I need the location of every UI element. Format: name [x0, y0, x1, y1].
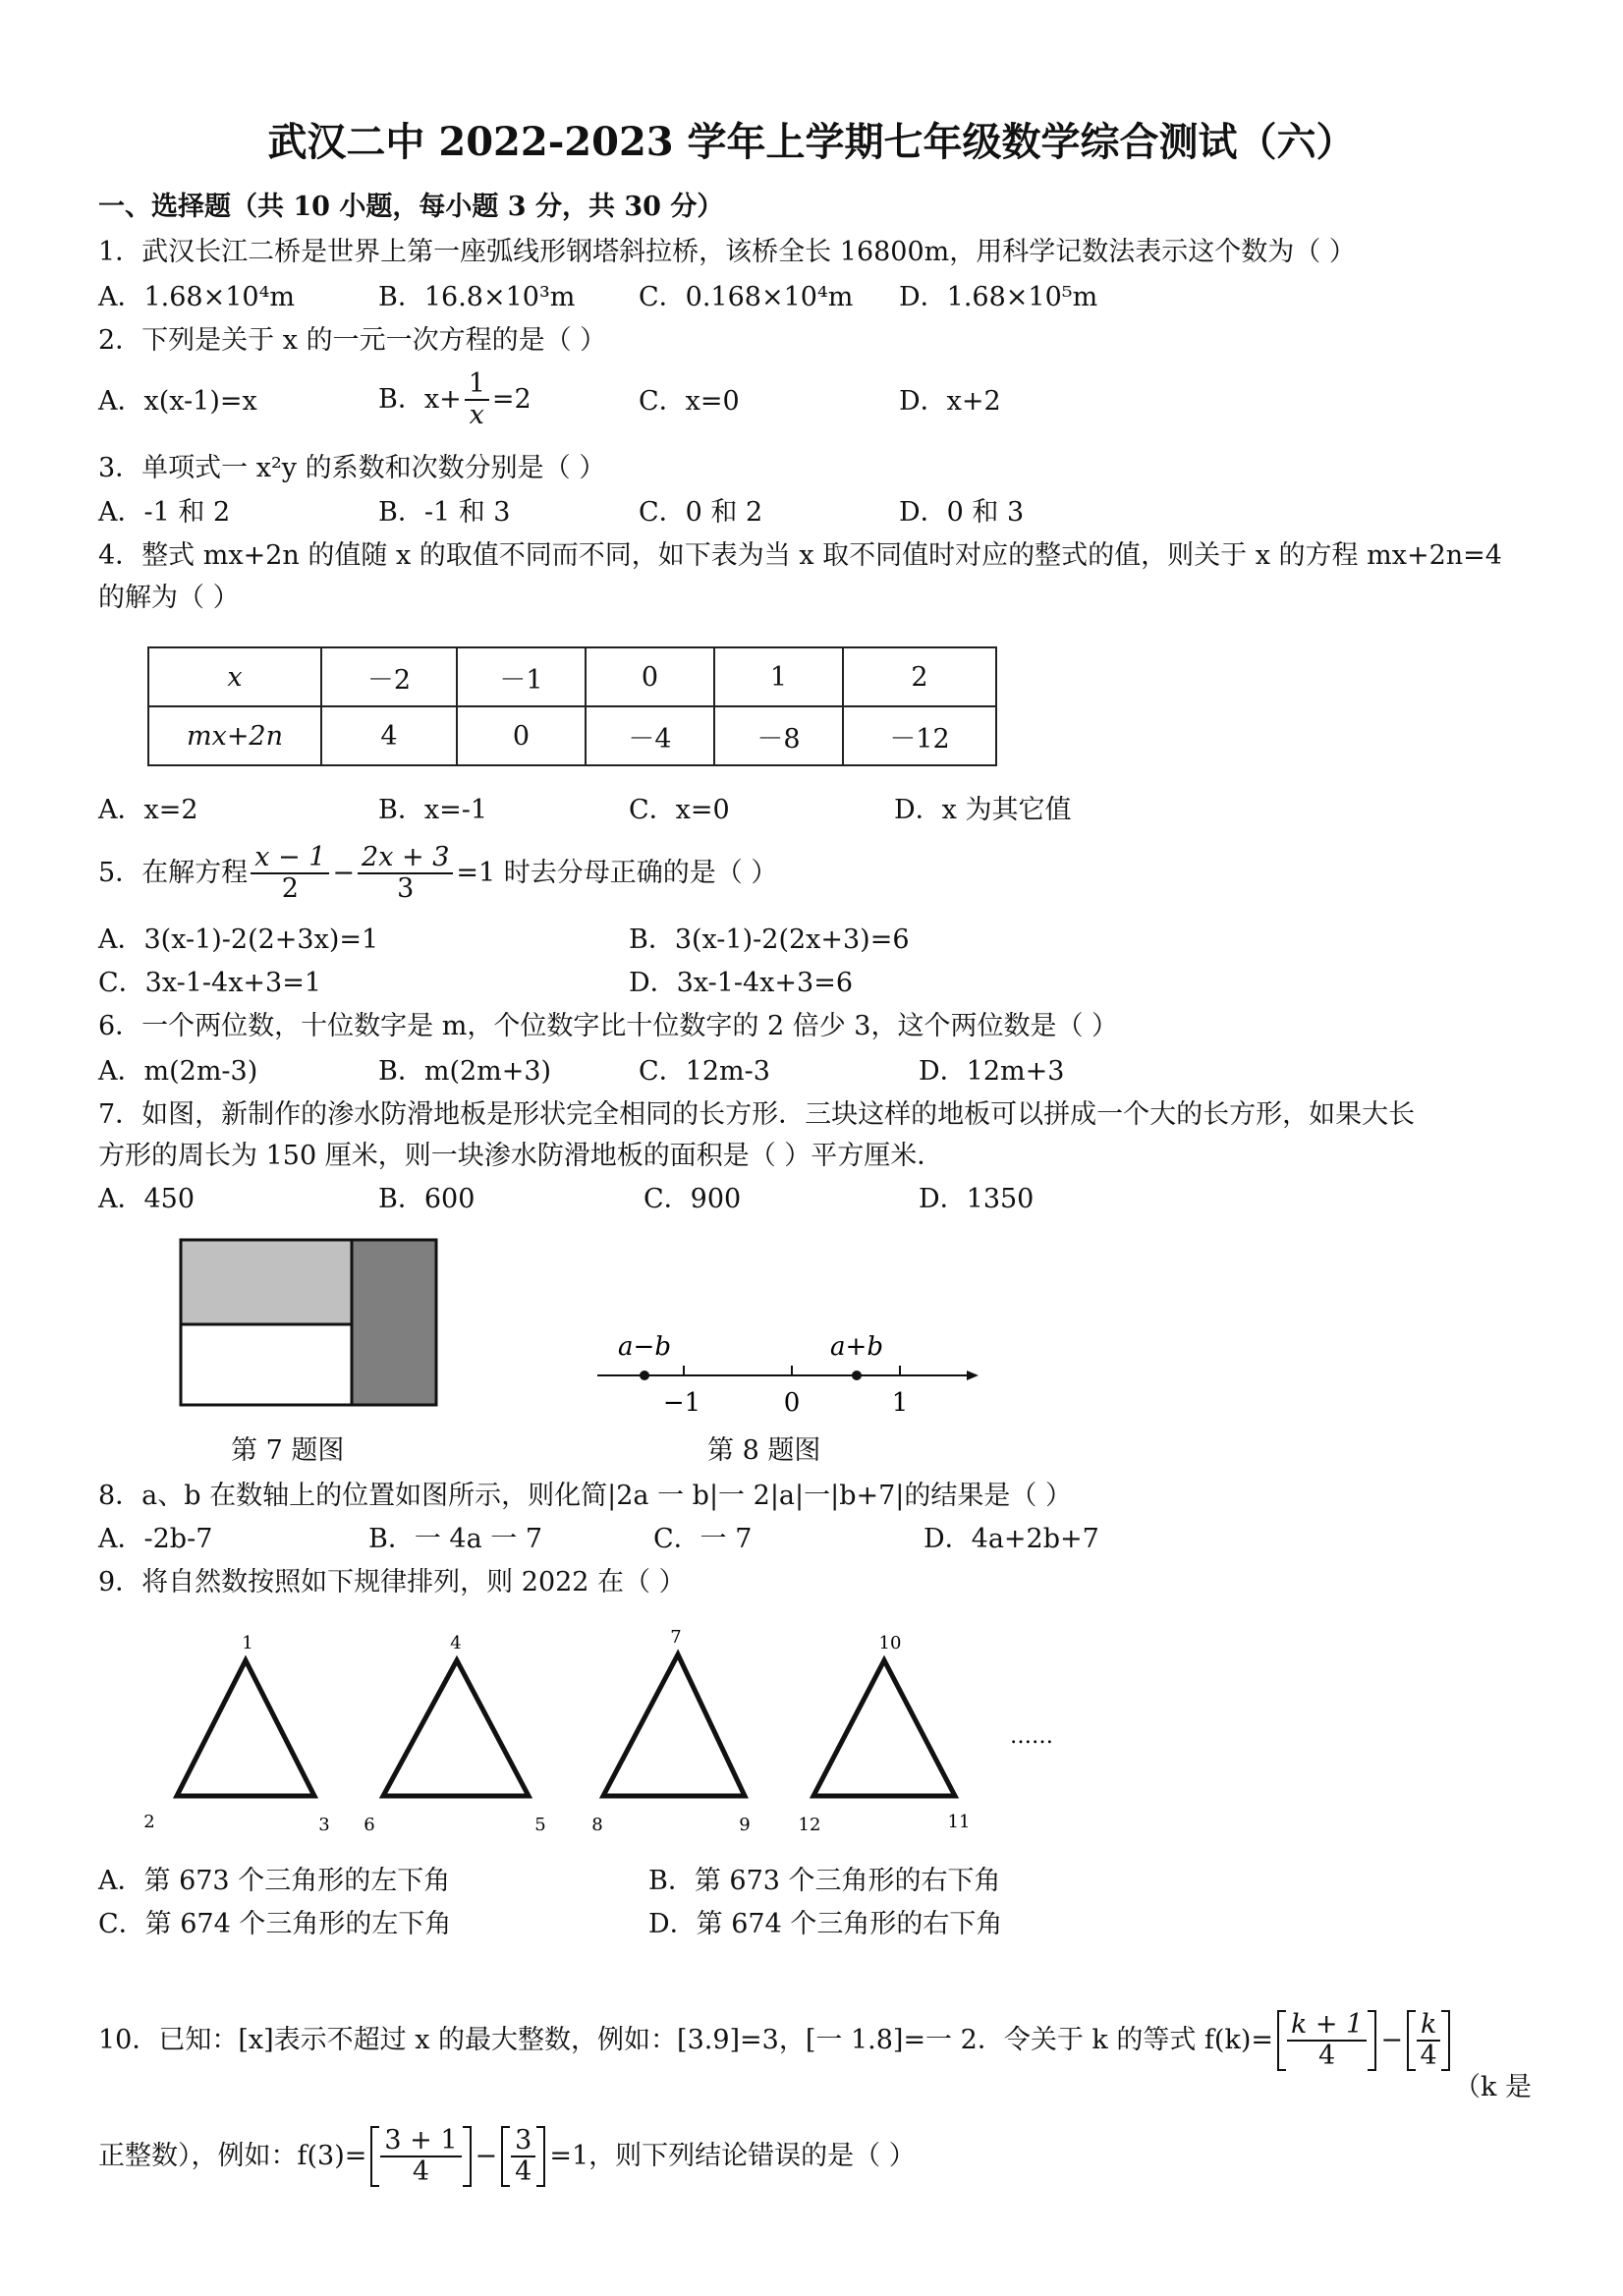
q5-option-b: B．3(x-1)-2(2x+3)=6 — [629, 924, 910, 955]
table-header-cell: x — [148, 647, 321, 706]
q10-f2-denominator: 4 — [1420, 2041, 1437, 2071]
q2-b-denominator: x — [469, 400, 484, 430]
q2-option-b — [378, 369, 532, 430]
q5-suffix: =1 时去分母正确的是（ ） — [456, 858, 778, 888]
q2-b-prefix: B．x+ — [378, 384, 462, 415]
table-header-cell: mx+2n — [148, 706, 321, 765]
table-cell: 2 — [843, 647, 996, 706]
tile-right — [352, 1240, 436, 1405]
q2-b-fraction — [465, 369, 489, 430]
q10-g2-denominator: 4 — [515, 2156, 532, 2187]
q9-option-d: D．第 674 个三角形的右下角 — [648, 1909, 1003, 1939]
q7-stem-line1: 7．如图，新制作的渗水防滑地板是形状完全相同的长方形．三块这样的地板可以拼成一个大的长方形，如果大长 — [98, 1099, 1416, 1130]
q10-tail: （k 是 — [1454, 2072, 1532, 2102]
table-row — [148, 706, 996, 765]
floor-bracket-4 — [501, 2126, 545, 2187]
label-a-plus-b: a+b — [830, 1332, 883, 1362]
table-cell: 0 — [586, 647, 714, 706]
q6-option-c: C．12m-3 — [639, 1056, 770, 1087]
q1-option-a: A．1.68×10⁴m — [98, 282, 296, 312]
triangle-1-right: 3 — [318, 1815, 330, 1835]
triangle-2-left: 6 — [364, 1815, 375, 1835]
q10-f1-denominator: 4 — [1318, 2041, 1336, 2071]
q5-f1-numerator: x − 1 — [251, 843, 329, 874]
table-cell: －4 — [586, 706, 714, 765]
q5-option-c: C．3x-1-4x+3=1 — [98, 968, 322, 998]
q6-option-a: A．m(2m-3) — [98, 1056, 258, 1087]
triangle-3-top: 7 — [670, 1627, 682, 1648]
table-row — [148, 647, 996, 706]
triangle-3-right: 9 — [739, 1815, 751, 1835]
q10-prefix: 10．已知：[x]表示不超过 x 的最大整数，例如：[3.9]=3，[一 1.8]=一 2．令关于 k 的等式 f(k)= — [98, 2025, 1273, 2055]
triangle-2 — [364, 1633, 545, 1835]
table-cell: 1 — [714, 647, 843, 706]
q4-option-d: D．x 为其它值 — [894, 795, 1072, 825]
floor-bracket-2 — [1407, 2010, 1450, 2071]
figure-7-caption: 第 7 题图 — [231, 1435, 345, 1466]
q10-g1-denominator: 4 — [412, 2156, 430, 2187]
q10-g1-numerator: 3 + 1 — [380, 2126, 461, 2157]
q10-line2-prefix: 正整数），例如：f(3)= — [98, 2141, 367, 2171]
q2-stem: 2．下列是关于 x 的一元一次方程的是（ ） — [98, 325, 607, 356]
ellipsis: …… — [1010, 1724, 1053, 1749]
q7-stem-line2: 方形的周长为 150 厘米，则一块渗水防滑地板的面积是（ ）平方厘米． — [98, 1141, 944, 1171]
table-cell: －8 — [714, 706, 843, 765]
q4-stem-line1: 4．整式 mx+2n 的值随 x 的取值不同而不同，如下表为当 x 取不同值时对应的整式的值，则关于 x 的方程 mx+2n=4 — [98, 540, 1502, 571]
q3-option-c: C．0 和 2 — [639, 497, 763, 528]
page-title: 武汉二中 2022-2023 学年上学期七年级数学综合测试（六） — [267, 119, 1356, 165]
q3-option-b: B．-1 和 3 — [378, 497, 511, 528]
q9-option-a: A．第 673 个三角形的左下角 — [98, 1866, 451, 1896]
q10-fraction-2 — [1417, 2010, 1440, 2071]
label-a-minus-b: a−b — [618, 1332, 671, 1362]
q3-option-d: D．0 和 3 — [899, 497, 1025, 528]
q1-option-c: C．0.168×10⁴m — [639, 282, 854, 312]
q4-option-b: B．x=-1 — [378, 795, 487, 825]
section-heading: 一、选择题（共 10 小题，每小题 3 分，共 30 分） — [98, 192, 724, 222]
q10-stem-line1 — [98, 2010, 1454, 2071]
q2-option-a: A．x(x-1)=x — [98, 386, 257, 417]
q10-minus: − — [1380, 2025, 1403, 2055]
q5-option-a: A．3(x-1)-2(2+3x)=1 — [98, 924, 379, 955]
q10-g2-numerator: 3 — [511, 2126, 535, 2157]
q8-option-b: B．一 4a 一 7 — [368, 1524, 543, 1554]
triangle-4-left: 12 — [798, 1815, 821, 1835]
floor-bracket-3 — [370, 2126, 471, 2187]
q8-option-d: D．4a+2b+7 — [923, 1524, 1099, 1554]
q5-minus: − — [332, 858, 356, 888]
q9-option-c: C．第 674 个三角形的左下角 — [98, 1909, 452, 1939]
q7-option-a: A．450 — [98, 1184, 196, 1214]
q10-f2-numerator: k — [1417, 2010, 1440, 2042]
q7-option-d: D．1350 — [919, 1184, 1035, 1214]
q6-option-b: B．m(2m+3) — [378, 1056, 552, 1087]
triangle-4-right: 11 — [947, 1812, 971, 1832]
triangle-4 — [799, 1633, 971, 1835]
tick-label-minus-one: −1 — [662, 1388, 701, 1418]
q2-b-suffix: =2 — [491, 384, 532, 415]
q10-line2-suffix: =1，则下列结论错误的是（ ） — [549, 2141, 916, 2171]
q10-fraction-4 — [511, 2126, 535, 2187]
q5-f2-denominator: 3 — [397, 873, 415, 904]
q8-option-a: A．-2b-7 — [98, 1524, 213, 1554]
q1-option-d: D．1.68×10⁵m — [899, 282, 1098, 312]
table-cell: 0 — [457, 706, 586, 765]
floor-bracket-1 — [1277, 2010, 1376, 2071]
q5-fraction-1 — [251, 843, 329, 904]
triangle-1-top: 1 — [242, 1633, 253, 1653]
q5-prefix: 5．在解方程 — [98, 858, 249, 888]
tick-label-zero: 0 — [783, 1388, 801, 1418]
q4-stem-line2: 的解为（ ） — [98, 583, 240, 613]
q3-option-a: A．-1 和 2 — [98, 497, 231, 528]
triangle-3 — [591, 1627, 750, 1835]
q4-option-a: A．x=2 — [98, 795, 198, 825]
q1-stem: 1．武汉长江二桥是世界上第一座弧线形钢塔斜拉桥，该桥全长 16800m，用科学记数法表示这个数为（ ） — [98, 237, 1356, 267]
q9-stem: 9．将自然数按照如下规律排列，则 2022 在（ ） — [98, 1567, 686, 1597]
triangle-3-left: 8 — [591, 1815, 603, 1835]
triangle-2-top: 4 — [450, 1633, 462, 1653]
q10-f1-numerator: k + 1 — [1287, 2010, 1367, 2042]
figure-7-tiles — [177, 1236, 440, 1409]
figure-9-triangles — [128, 1621, 1071, 1847]
triangle-1 — [143, 1633, 329, 1835]
q6-option-d: D．12m+3 — [919, 1056, 1065, 1087]
q10-stem-line2 — [98, 2126, 916, 2187]
q1-option-b: B．16.8×10³m — [378, 282, 576, 312]
q10-fraction-3 — [380, 2126, 461, 2187]
tick-label-one: 1 — [891, 1388, 909, 1418]
tile-top — [181, 1240, 352, 1324]
q10-minus-2: − — [475, 2141, 498, 2171]
value-table — [147, 646, 997, 766]
point-a-minus-b — [640, 1371, 649, 1380]
q4-option-c: C．x=0 — [629, 795, 730, 825]
q5-stem — [98, 843, 777, 904]
figure-8-number-line — [589, 1326, 982, 1425]
q5-f1-denominator: 2 — [281, 873, 299, 904]
point-a-plus-b — [852, 1371, 862, 1380]
triangle-2-right: 5 — [534, 1815, 546, 1835]
q9-option-b: B．第 673 个三角形的右下角 — [648, 1866, 1001, 1896]
table-cell: －1 — [457, 647, 586, 706]
tile-bottom — [181, 1324, 352, 1405]
q7-option-c: C．900 — [644, 1184, 742, 1214]
q8-option-c: C．一 7 — [653, 1524, 753, 1554]
q10-fraction-1 — [1287, 2010, 1367, 2071]
q5-fraction-2 — [358, 843, 453, 904]
axis-arrow-icon — [967, 1371, 979, 1380]
q2-option-d: D．x+2 — [899, 386, 1001, 417]
q2-b-numerator: 1 — [465, 369, 489, 401]
triangle-1-left: 2 — [143, 1812, 155, 1832]
q5-f2-numerator: 2x + 3 — [358, 843, 453, 874]
triangle-4-top: 10 — [878, 1633, 902, 1653]
q6-stem: 6．一个两位数，十位数字是 m，个位数字比十位数字的 2 倍少 3，这个两位数是（ ） — [98, 1011, 1119, 1041]
table-cell: －12 — [843, 706, 996, 765]
q7-option-b: B．600 — [378, 1184, 476, 1214]
table-cell: －2 — [321, 647, 457, 706]
q8-stem: 8．a、b 在数轴上的位置如图所示，则化简|2a 一 b|一 2|a|一|b+7|的结果是（ ） — [98, 1481, 1072, 1511]
figure-8-caption: 第 8 题图 — [707, 1435, 821, 1466]
q3-stem: 3．单项式一 x²y 的系数和次数分别是（ ） — [98, 453, 606, 483]
q2-option-c: C．x=0 — [639, 386, 740, 417]
q5-option-d: D．3x-1-4x+3=6 — [629, 968, 854, 998]
table-cell: 4 — [321, 706, 457, 765]
